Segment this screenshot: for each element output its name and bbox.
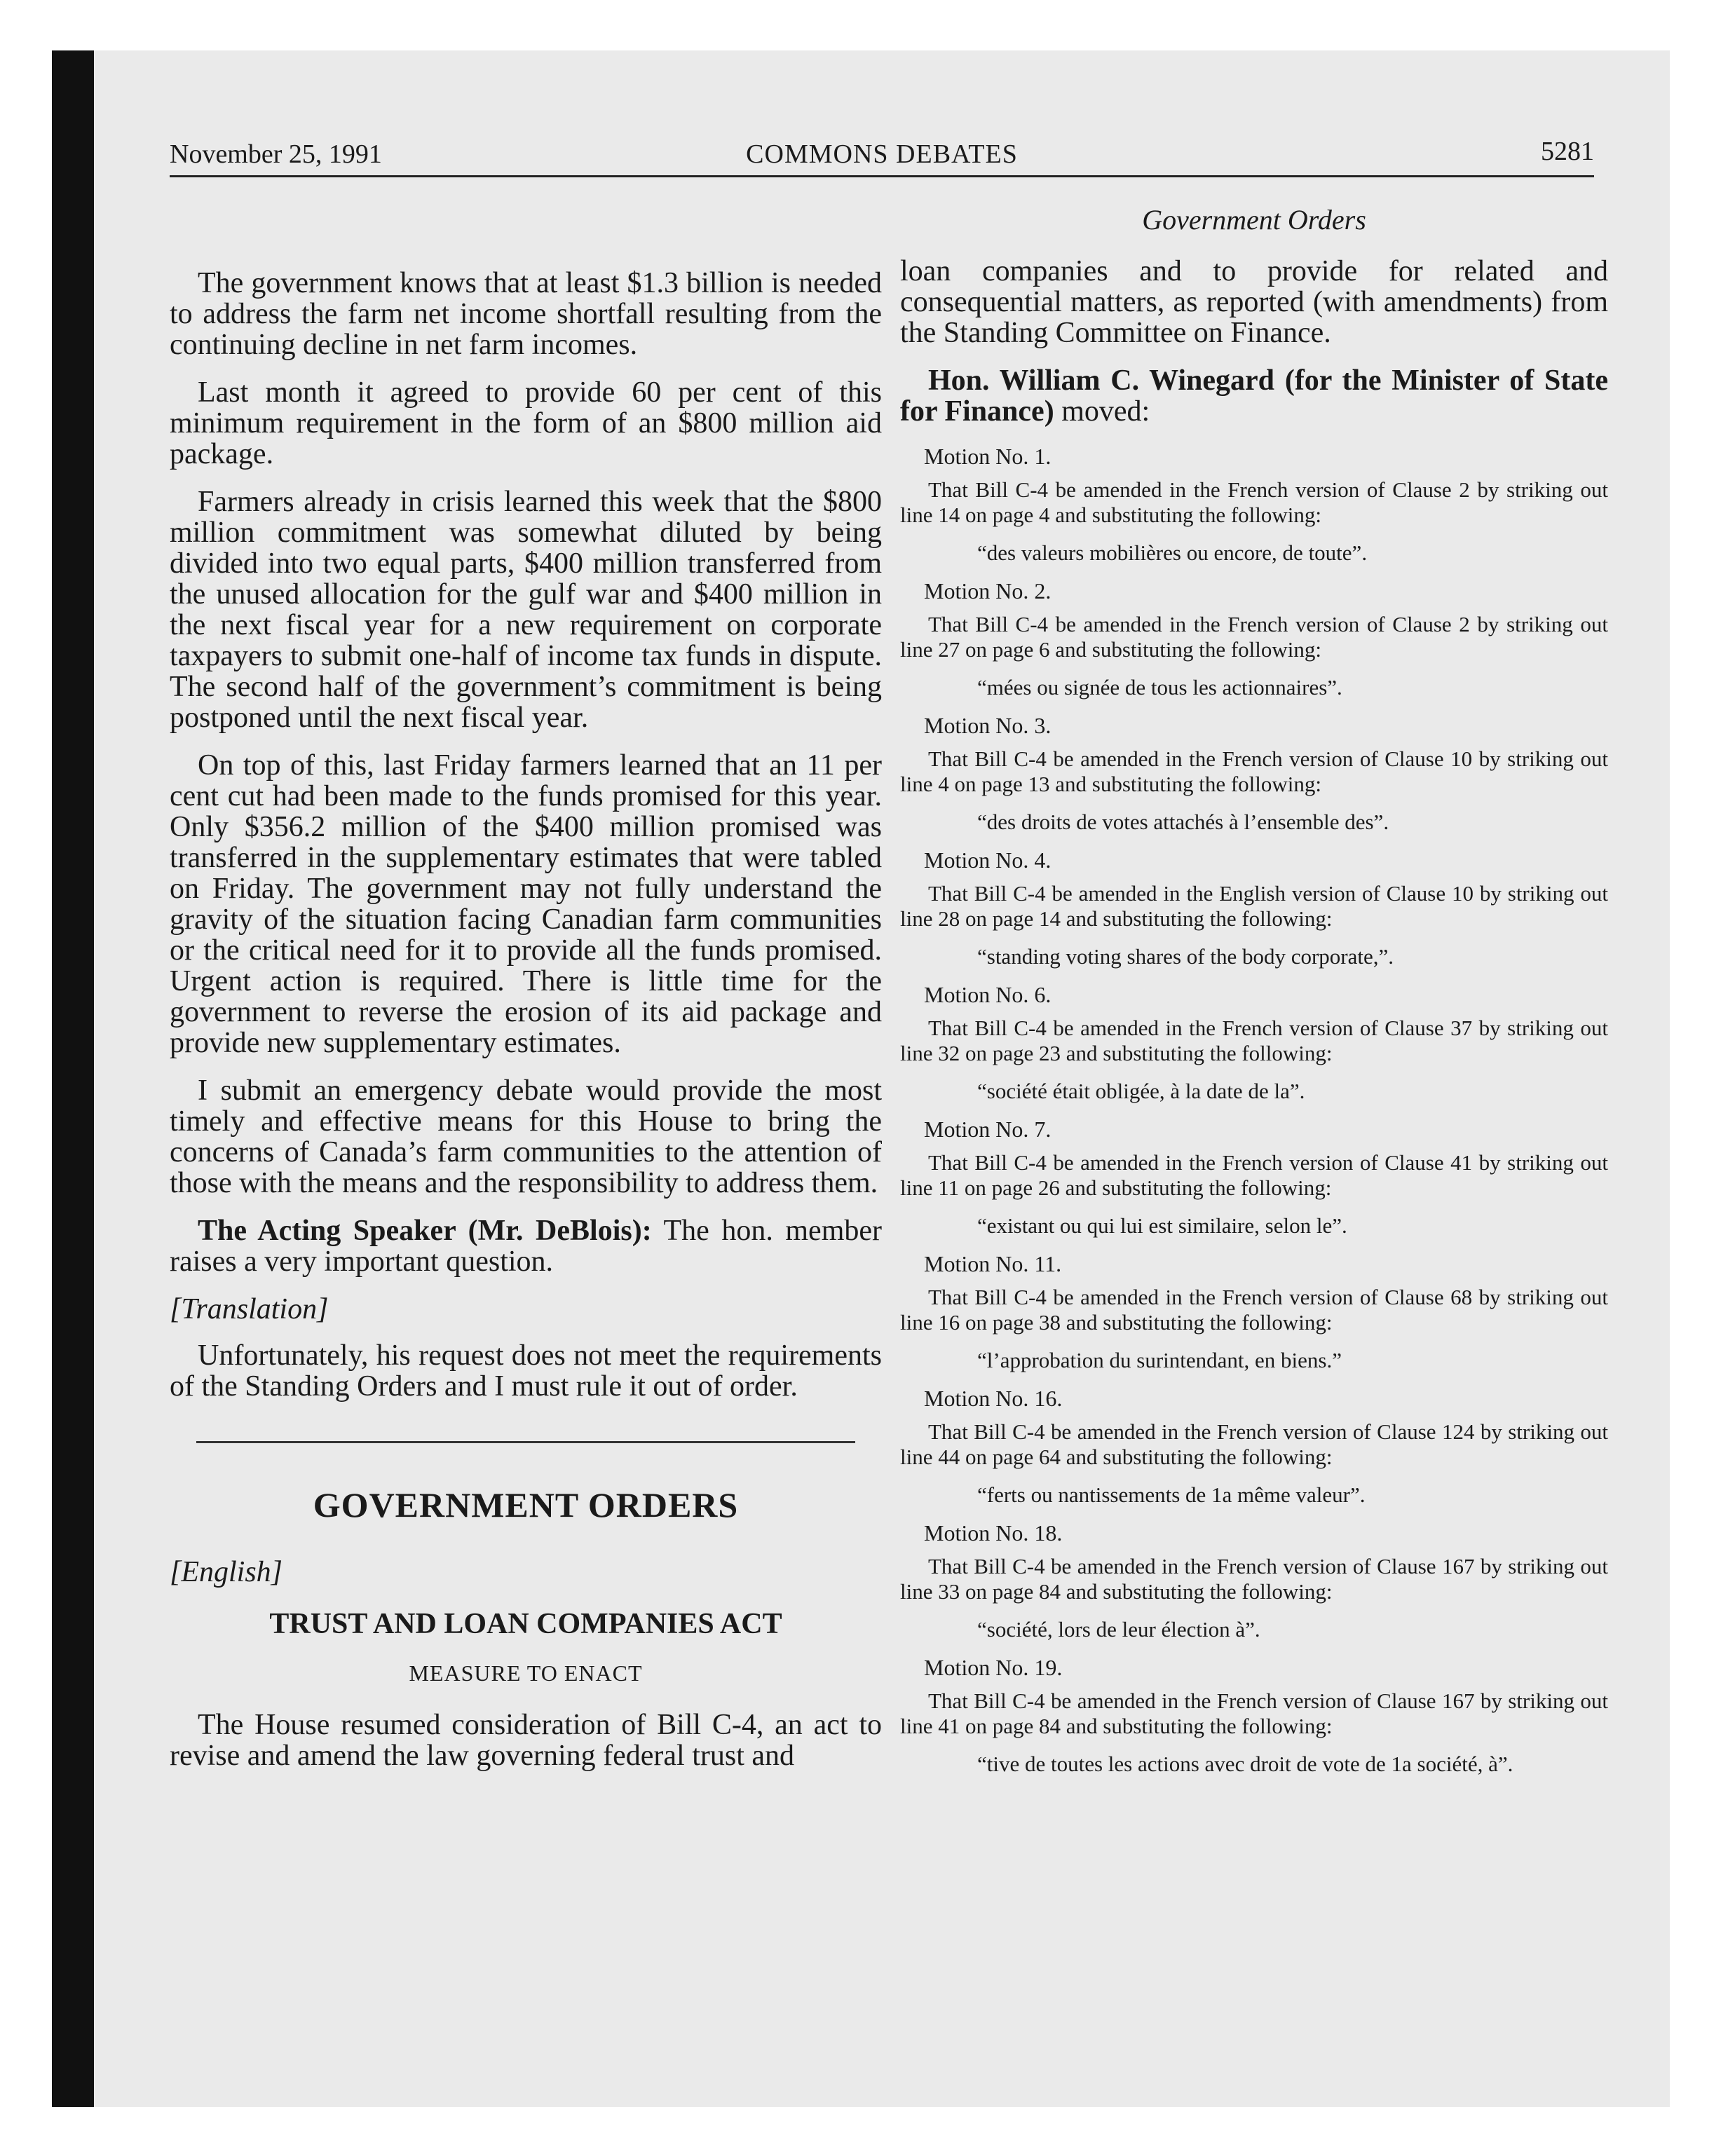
motion-text: That Bill C-4 be amended in the French version of Clause 2 by striking out line 27 on page 6 and substituting the following: bbox=[900, 612, 1608, 662]
motion-quote: “existant ou qui lui est similaire, selon le”. bbox=[977, 1213, 1347, 1238]
act-title: TRUST AND LOAN COMPANIES ACT bbox=[269, 1608, 782, 1640]
motion-quote: “mées ou signée de tous les actionnaires”. bbox=[977, 675, 1342, 700]
running-header bbox=[170, 139, 1594, 175]
motion-label: Motion No. 7. bbox=[924, 1117, 1052, 1142]
translation-tag: [Translation] bbox=[170, 1293, 329, 1325]
section-running-head: Government Orders bbox=[1142, 204, 1366, 236]
motion-quote: “société, lors de leur élection à”. bbox=[977, 1617, 1260, 1642]
motion-quote: “des valeurs mobilières ou encore, de toute”. bbox=[977, 540, 1368, 565]
motion-quote: “tive de toutes les actions avec droit de vote de 1a société, à”. bbox=[977, 1752, 1513, 1776]
mover-verb: moved: bbox=[1061, 395, 1150, 428]
motion-quote: “standing voting shares of the body corporate,”. bbox=[977, 944, 1394, 969]
motion-item bbox=[900, 1520, 1608, 1642]
paragraph: On top of this, last Friday farmers learned that an 11 per cent cut had been made to the funds promised for this year. Only $356.2 million of the $400 million promised was transferred in the supplementary estimates that were tabled on Friday. The government may not fully understand the gravity of the situation facing Canadian farm communities or the critical need for it to provide all the funds promised. Urgent action is required. There is little time for the government to reverse the erosion of its aid package and provide new supplementary estimates. bbox=[170, 749, 882, 1059]
right-column bbox=[900, 203, 1608, 1789]
motion-item bbox=[900, 982, 1608, 1104]
continuation-paragraph: loan companies and to provide for related and consequential matters, as reported (with amendments) from the Standing Committee on Finance. bbox=[900, 255, 1608, 349]
paragraph: I submit an emergency debate would provide the most timely and effective means for this House to bring the concerns of Canada’s farm communities to the attention of those with the means and the responsibility to address them. bbox=[170, 1074, 882, 1199]
motion-item bbox=[900, 1251, 1608, 1373]
right-body bbox=[900, 256, 1608, 427]
speaker-paragraph bbox=[170, 1215, 882, 1277]
motion-quote: “société était obligée, à la date de la”. bbox=[977, 1079, 1305, 1103]
motion-label: Motion No. 3. bbox=[924, 713, 1052, 738]
header-journal-title: COMMONS DEBATES bbox=[746, 139, 1018, 169]
section-divider bbox=[196, 1441, 855, 1443]
motion-text: That Bill C-4 be amended in the French version of Clause 10 by striking out line 4 on page 13 and substituting the following: bbox=[900, 746, 1608, 796]
motion-quote: “des droits de votes attachés à l’ensemble des”. bbox=[977, 810, 1389, 834]
motion-item bbox=[900, 713, 1608, 835]
resumption-paragraph: The House resumed consideration of Bill C-4, an act to revise and amend the law governing federal trust and bbox=[170, 1709, 882, 1772]
motion-item bbox=[900, 1117, 1608, 1239]
motion-quote: “ferts ou nantissements de 1a même valeur”. bbox=[977, 1482, 1366, 1507]
header-rule bbox=[170, 175, 1594, 177]
motion-label: Motion No. 11. bbox=[924, 1251, 1062, 1276]
motion-label: Motion No. 18. bbox=[924, 1520, 1063, 1546]
motion-item bbox=[900, 1655, 1608, 1777]
paragraph: Last month it agreed to provide 60 per cent of this minimum requirement in the form of an $800 million aid package. bbox=[170, 376, 882, 470]
motion-text: That Bill C-4 be amended in the French version of Clause 41 by striking out line 11 on page 26 and substituting the following: bbox=[900, 1150, 1608, 1200]
mover-paragraph bbox=[900, 365, 1608, 427]
mover-name: Hon. William C. Winegard (for the Minister of State for Finance) bbox=[900, 364, 1608, 428]
motion-label: Motion No. 2. bbox=[924, 578, 1052, 603]
motion-label: Motion No. 4. bbox=[924, 847, 1052, 873]
motion-label: Motion No. 1. bbox=[924, 444, 1052, 469]
motion-text: That Bill C-4 be amended in the French version of Clause 167 by striking out line 41 on page 84 and substituting the following: bbox=[900, 1688, 1608, 1738]
speaker-name: The Acting Speaker (Mr. DeBlois): bbox=[198, 1215, 652, 1247]
header-page-number: 5281 bbox=[1541, 137, 1594, 166]
motion-text: That Bill C-4 be amended in the French version of Clause 2 by striking out line 14 on page 4 and substituting the following: bbox=[900, 477, 1608, 527]
header-date: November 25, 1991 bbox=[170, 139, 382, 169]
language-tag: [English] bbox=[170, 1556, 283, 1588]
section-title: GOVERNMENT ORDERS bbox=[313, 1485, 739, 1524]
motion-text: That Bill C-4 be amended in the French version of Clause 37 by striking out line 32 on page 23 and substituting the following: bbox=[900, 1016, 1608, 1065]
motion-item bbox=[900, 847, 1608, 969]
motion-item bbox=[900, 444, 1608, 566]
motion-text: That Bill C-4 be amended in the French version of Clause 124 by striking out line 44 on page 64 and substituting the following: bbox=[900, 1419, 1608, 1469]
motions-list bbox=[900, 444, 1608, 1777]
motion-text: That Bill C-4 be amended in the French version of Clause 167 by striking out line 33 on page 84 and substituting the following: bbox=[900, 1554, 1608, 1604]
motion-item bbox=[900, 1386, 1608, 1508]
motion-text: That Bill C-4 be amended in the English version of Clause 10 by striking out line 28 on page 14 and substituting the following: bbox=[900, 881, 1608, 931]
motion-quote: “l’approbation du surintendant, en biens.” bbox=[977, 1348, 1342, 1372]
motion-label: Motion No. 6. bbox=[924, 982, 1052, 1007]
motion-text: That Bill C-4 be amended in the French version of Clause 68 by striking out line 16 on page 38 and substituting the following: bbox=[900, 1285, 1608, 1335]
paragraph: Farmers already in crisis learned this week that the $800 million commitment was somewhat diluted by being divided into two equal parts, $400 million transferred from the unused allocation for the gulf war and $400 million in the next fiscal year for a new requirement on corporate taxpayers to submit one-half of income tax funds in dispute. The second half of the government’s commitment is being postponed until the next fiscal year. bbox=[170, 486, 882, 734]
speaker-text: The hon. member raises a very important question. bbox=[170, 1215, 882, 1278]
motion-label: Motion No. 16. bbox=[924, 1386, 1063, 1411]
ruling-paragraph: Unfortunately, his request does not meet the requirements of the Standing Orders and I must rule it out of order. bbox=[170, 1339, 882, 1403]
paragraph: The government knows that at least $1.3 billion is needed to address the farm net income shortfall resulting from the continuing decline in net farm incomes. bbox=[170, 267, 882, 361]
left-column bbox=[170, 268, 882, 1788]
motion-label: Motion No. 19. bbox=[924, 1655, 1063, 1680]
act-subtitle: MEASURE TO ENACT bbox=[409, 1660, 643, 1686]
scan-edge-bar bbox=[52, 50, 94, 2107]
motion-item bbox=[900, 578, 1608, 700]
